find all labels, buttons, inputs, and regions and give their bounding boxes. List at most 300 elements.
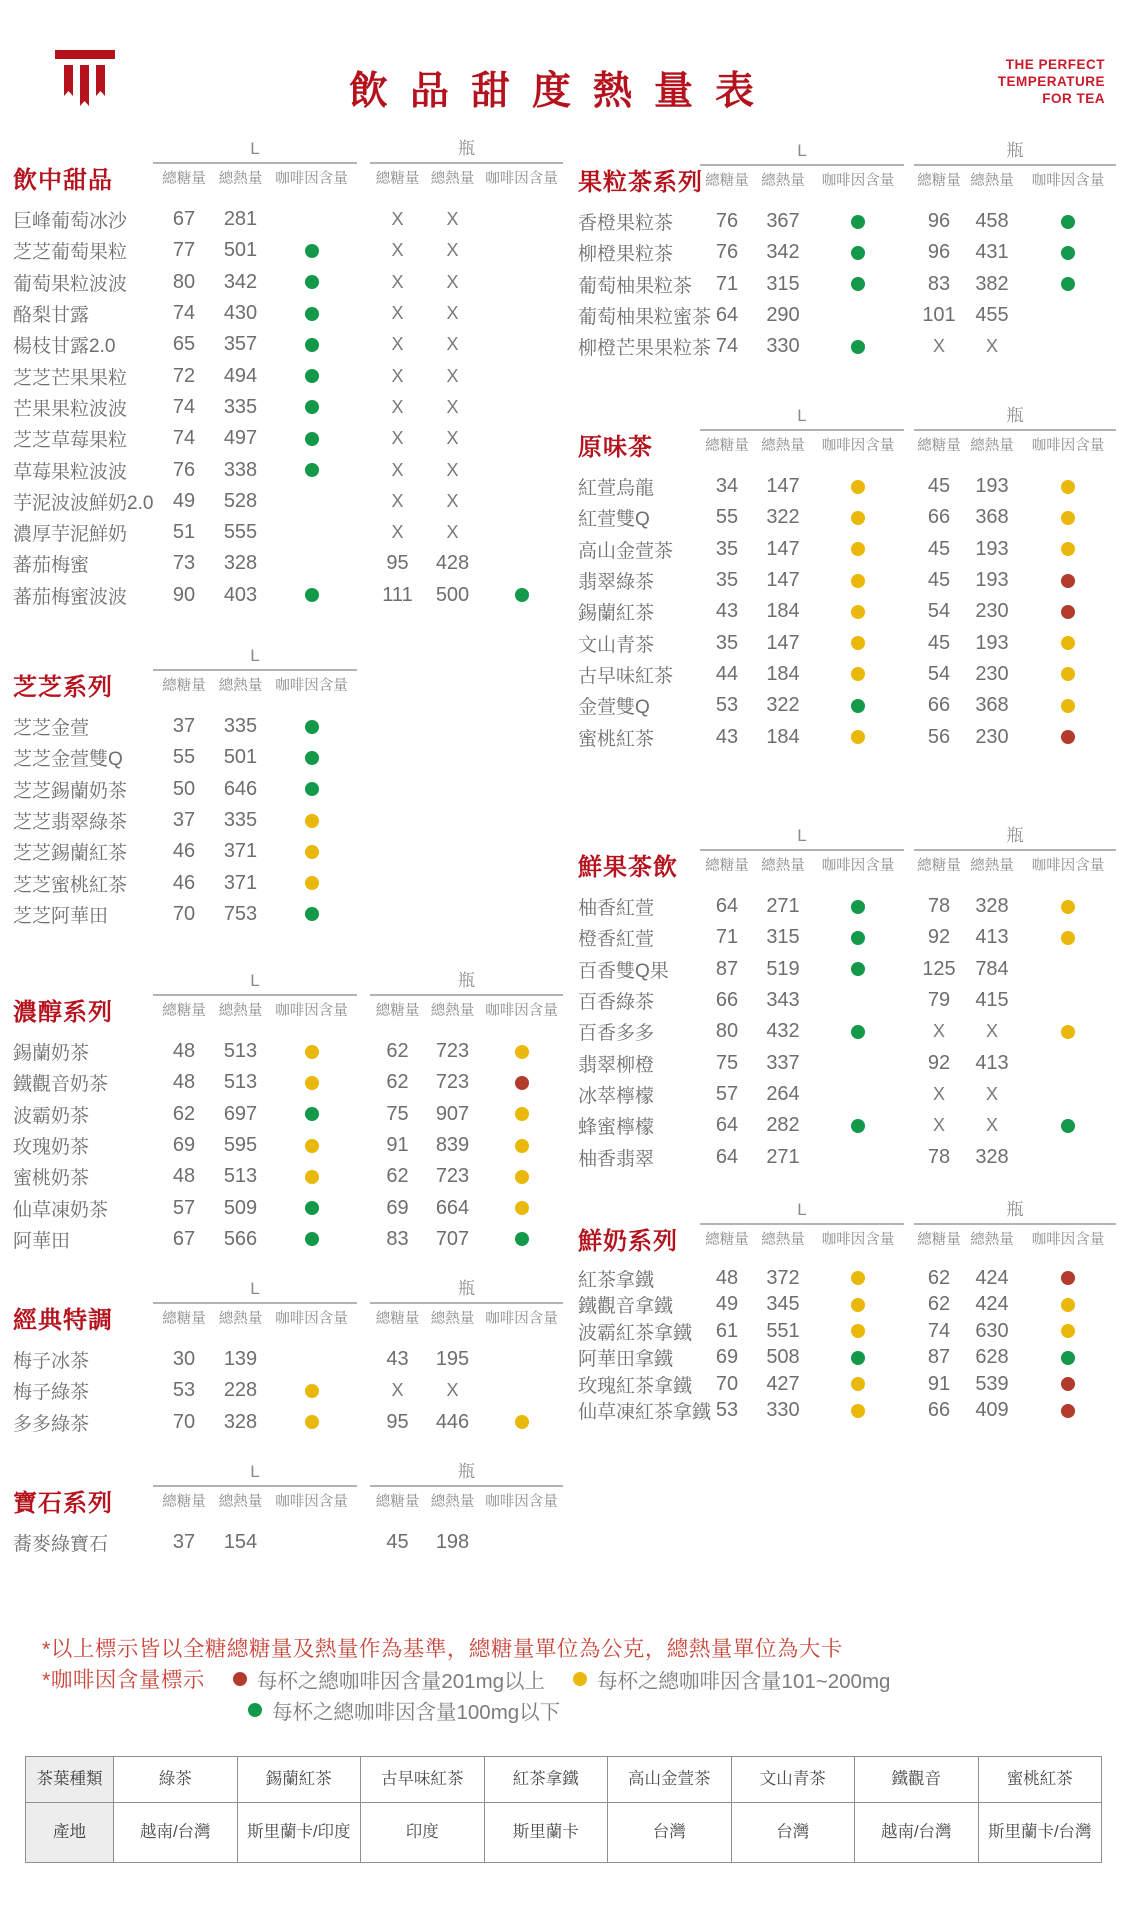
caffeine-dot-red bbox=[1061, 1404, 1075, 1418]
calories-value: 784 bbox=[975, 957, 1009, 980]
sugar-value: 48 bbox=[172, 1040, 196, 1063]
calories-value: 907 bbox=[435, 1102, 470, 1125]
col-label-calories: 總熱量 bbox=[970, 437, 1014, 454]
column-header-row bbox=[578, 1225, 1116, 1255]
caffeine-cell bbox=[266, 463, 357, 477]
sugar-value: 74 bbox=[715, 335, 739, 358]
calories-value: 428 bbox=[435, 552, 470, 575]
drink-name: 葡萄柚果粒蜜茶 bbox=[578, 307, 712, 329]
caffeine-dot-green bbox=[305, 400, 319, 414]
caffeine-dot-yellow bbox=[1061, 1298, 1075, 1312]
calories-value: X bbox=[446, 459, 459, 480]
menu-row bbox=[578, 300, 1116, 331]
sugar-value: 67 bbox=[172, 1227, 196, 1250]
drink-name: 楊枝甘露2.0 bbox=[13, 336, 116, 358]
sugar-value: 87 bbox=[715, 957, 739, 980]
section-title: 經典特調 bbox=[13, 1307, 113, 1334]
caffeine-cell bbox=[480, 588, 563, 602]
section-rich-milk-tea bbox=[13, 972, 563, 1255]
menu-row bbox=[578, 269, 1116, 300]
caffeine-dot-green bbox=[305, 907, 319, 921]
menu-row bbox=[13, 1130, 563, 1161]
col-label-caffeine: 咖啡因含量 bbox=[275, 1002, 348, 1019]
col-label-calories: 總熱量 bbox=[761, 172, 805, 189]
caffeine-dot-green bbox=[305, 244, 319, 258]
calories-value: 230 bbox=[975, 600, 1009, 623]
sugar-value: 49 bbox=[715, 1293, 739, 1316]
menu-row bbox=[13, 1527, 563, 1558]
calories-value: 455 bbox=[975, 304, 1009, 327]
caffeine-dot-yellow bbox=[1061, 699, 1075, 713]
caffeine-cell bbox=[812, 962, 904, 976]
col-label-sugar: 總糖量 bbox=[917, 437, 961, 454]
calories-value: 501 bbox=[223, 746, 258, 769]
sugar-value: 48 bbox=[172, 1071, 196, 1094]
col-label-sugar: 總糖量 bbox=[162, 677, 206, 694]
drink-name: 芝芝翡翠綠茶 bbox=[13, 812, 128, 834]
sugar-value: 72 bbox=[172, 364, 196, 387]
caffeine-dot-yellow bbox=[1061, 1025, 1075, 1039]
col-label-caffeine: 咖啡因含量 bbox=[821, 172, 895, 189]
calories-value: 281 bbox=[223, 208, 258, 231]
col-label-caffeine: 咖啡因含量 bbox=[485, 1493, 558, 1510]
caffeine-dot-yellow bbox=[515, 1139, 529, 1153]
sugar-value: 46 bbox=[172, 871, 196, 894]
col-label-sugar: 總糖量 bbox=[917, 857, 961, 874]
caffeine-cell bbox=[266, 432, 357, 446]
footnote-basis: *以上標示皆以全糖總糖量及熱量作為基準，總糖量單位為公克，總熱量單位為大卡 bbox=[42, 1637, 843, 1661]
drink-name: 梅子冰茶 bbox=[13, 1351, 90, 1373]
menu-row bbox=[578, 502, 1116, 533]
calories-value: 446 bbox=[435, 1410, 470, 1433]
caffeine-dot-green bbox=[305, 1232, 319, 1246]
calories-value: 427 bbox=[766, 1372, 800, 1395]
calories-value: 409 bbox=[975, 1399, 1009, 1422]
col-label-caffeine: 咖啡因含量 bbox=[485, 1310, 558, 1327]
menu-row bbox=[578, 721, 1116, 752]
caffeine-dot-green bbox=[1061, 277, 1075, 291]
caffeine-dot-yellow bbox=[851, 1377, 865, 1391]
caffeine-cell bbox=[1020, 1377, 1116, 1391]
caffeine-dot-red bbox=[233, 1672, 247, 1686]
caffeine-dot-green bbox=[851, 1025, 865, 1039]
origin-cell: 越南/台灣 bbox=[114, 1803, 238, 1863]
calories-value: X bbox=[446, 365, 459, 386]
drink-name: 波霸奶茶 bbox=[13, 1105, 90, 1127]
sugar-value: X bbox=[391, 271, 404, 292]
col-label-sugar: 總糖量 bbox=[917, 1231, 961, 1248]
menu-row bbox=[13, 774, 357, 805]
calories-value: 664 bbox=[435, 1196, 470, 1219]
size-l-header: L bbox=[700, 826, 904, 851]
menu-row bbox=[13, 742, 357, 773]
calories-value: 501 bbox=[223, 239, 258, 262]
section-rows bbox=[13, 1022, 563, 1255]
tea-type-cell: 綠茶 bbox=[114, 1757, 238, 1803]
size-l-header: L bbox=[700, 141, 904, 166]
calories-value: 154 bbox=[223, 1531, 258, 1554]
sugar-value: 111 bbox=[382, 583, 413, 606]
drink-name: 仙草凍奶茶 bbox=[13, 1199, 109, 1221]
caffeine-cell bbox=[812, 1119, 904, 1133]
calories-value: X bbox=[446, 334, 459, 355]
section-title: 飲中甜品 bbox=[13, 167, 113, 194]
section-title: 芝芝系列 bbox=[13, 674, 113, 701]
caffeine-cell bbox=[1020, 1324, 1116, 1338]
caffeine-cell bbox=[812, 636, 904, 650]
drink-name: 芝芝錫蘭紅茶 bbox=[13, 843, 128, 865]
calories-value: 230 bbox=[975, 725, 1009, 748]
caffeine-cell bbox=[1020, 699, 1116, 713]
caffeine-dot-green bbox=[851, 340, 865, 354]
caffeine-cell bbox=[480, 1201, 563, 1215]
caffeine-dot-green bbox=[305, 782, 319, 796]
sugar-value: 74 bbox=[172, 302, 196, 325]
sugar-value: 79 bbox=[927, 989, 951, 1012]
menu-row bbox=[578, 1398, 1116, 1425]
caffeine-dot-yellow bbox=[305, 1045, 319, 1059]
menu-row bbox=[13, 1099, 563, 1130]
calories-value: 508 bbox=[766, 1346, 800, 1369]
caffeine-dot-green bbox=[515, 1232, 529, 1246]
calories-value: 432 bbox=[766, 1020, 800, 1043]
sugar-value: 61 bbox=[715, 1319, 739, 1342]
sugar-value: 69 bbox=[172, 1134, 196, 1157]
menu-row bbox=[578, 596, 1116, 627]
calories-value: 723 bbox=[435, 1071, 470, 1094]
caffeine-dot-green bbox=[1061, 1351, 1075, 1365]
sugar-value: 44 bbox=[715, 662, 739, 685]
calories-value: 335 bbox=[223, 395, 258, 418]
calories-value: 539 bbox=[975, 1372, 1009, 1395]
caffeine-cell bbox=[480, 1232, 563, 1246]
caffeine-cell bbox=[266, 1415, 357, 1429]
caffeine-dot-yellow bbox=[1061, 480, 1075, 494]
caffeine-dot-yellow bbox=[851, 511, 865, 525]
caffeine-dot-green bbox=[1061, 1119, 1075, 1133]
calories-value: 458 bbox=[975, 210, 1009, 233]
caffeine-cell bbox=[812, 246, 904, 260]
sugar-value: 83 bbox=[386, 1227, 409, 1250]
caffeine-dot-green bbox=[851, 277, 865, 291]
caffeine-dot-green bbox=[305, 463, 319, 477]
drink-name: 柳橙果粒茶 bbox=[578, 244, 674, 266]
caffeine-dot-green bbox=[851, 1351, 865, 1365]
caffeine-dot-green bbox=[305, 720, 319, 734]
caffeine-cell bbox=[1020, 542, 1116, 556]
section-title: 果粒茶系列 bbox=[578, 169, 703, 196]
caffeine-cell bbox=[812, 699, 904, 713]
drink-name: 蕎麥綠寶石 bbox=[13, 1534, 109, 1556]
calories-value: 193 bbox=[975, 631, 1009, 654]
col-label-calories: 總熱量 bbox=[218, 170, 263, 187]
column-header-row bbox=[578, 431, 1116, 461]
col-label-sugar: 總糖量 bbox=[162, 1493, 206, 1510]
sugar-value: 70 bbox=[172, 902, 196, 925]
sugar-value: 37 bbox=[172, 809, 196, 832]
drink-name: 紅萱雙Q bbox=[578, 509, 650, 531]
caffeine-dot-red bbox=[1061, 730, 1075, 744]
origin-table bbox=[25, 1756, 1102, 1863]
col-label-calories: 總熱量 bbox=[430, 1002, 475, 1019]
drink-name: 濃厚芋泥鮮奶 bbox=[13, 524, 128, 546]
origin-cell: 斯里蘭卡/台灣 bbox=[979, 1803, 1103, 1863]
sugar-value: 90 bbox=[172, 583, 196, 606]
sugar-value: X bbox=[391, 365, 404, 386]
sugar-value: 35 bbox=[715, 631, 739, 654]
caffeine-cell bbox=[1020, 511, 1116, 525]
calories-value: 697 bbox=[223, 1102, 258, 1125]
caffeine-cell bbox=[812, 542, 904, 556]
sugar-value: 96 bbox=[927, 210, 951, 233]
calories-value: 513 bbox=[223, 1165, 258, 1188]
sugar-value: X bbox=[391, 334, 404, 355]
calories-value: 322 bbox=[766, 694, 800, 717]
calories-value: X bbox=[446, 490, 459, 511]
menu-row bbox=[13, 1344, 563, 1375]
brand-tagline bbox=[998, 56, 1105, 107]
sugar-value: 62 bbox=[927, 1266, 951, 1289]
menu-row bbox=[578, 1047, 1116, 1078]
section-rows bbox=[13, 190, 563, 611]
menu-row bbox=[578, 565, 1116, 596]
col-label-caffeine: 咖啡因含量 bbox=[485, 170, 558, 187]
caffeine-cell bbox=[812, 574, 904, 588]
calories-value: 494 bbox=[223, 364, 258, 387]
size-l-header: L bbox=[153, 971, 357, 996]
caffeine-cell bbox=[1020, 480, 1116, 494]
sugar-value: 66 bbox=[927, 694, 951, 717]
caffeine-cell bbox=[480, 1107, 563, 1121]
sugar-value: X bbox=[391, 240, 404, 261]
calories-value: X bbox=[446, 209, 459, 230]
drink-name: 芝芝金萱雙Q bbox=[13, 749, 123, 771]
drink-name: 草莓果粒波波 bbox=[13, 461, 128, 483]
menu-row bbox=[578, 1292, 1116, 1319]
menu-row bbox=[578, 1141, 1116, 1172]
caffeine-cell bbox=[266, 720, 357, 734]
sugar-value: 76 bbox=[715, 241, 739, 264]
sugar-value: 76 bbox=[715, 210, 739, 233]
menu-row bbox=[578, 1318, 1116, 1345]
caffeine-dot-yellow bbox=[305, 1170, 319, 1184]
calories-value: 382 bbox=[975, 272, 1009, 295]
section-gem-series bbox=[13, 1463, 563, 1558]
sugar-value: X bbox=[391, 209, 404, 230]
sugar-value: 78 bbox=[927, 895, 951, 918]
drink-name: 芝芝蜜桃紅茶 bbox=[13, 874, 128, 896]
calories-value: X bbox=[446, 428, 459, 449]
calories-value: 282 bbox=[766, 1114, 800, 1137]
calories-value: 193 bbox=[975, 537, 1009, 560]
col-label-calories: 總熱量 bbox=[761, 437, 805, 454]
calories-value: 315 bbox=[766, 926, 800, 949]
drink-name: 紅茶拿鐵 bbox=[578, 1269, 655, 1291]
caffeine-cell bbox=[812, 480, 904, 494]
sugar-value: 53 bbox=[715, 694, 739, 717]
origin-cell: 印度 bbox=[361, 1803, 485, 1863]
drink-name: 蜂蜜檸檬 bbox=[578, 1117, 655, 1139]
caffeine-dot-yellow bbox=[851, 1324, 865, 1338]
drink-name: 柚香紅萱 bbox=[578, 898, 655, 920]
calories-value: 147 bbox=[766, 631, 800, 654]
size-bottle-header: 瓶 bbox=[370, 966, 563, 996]
caffeine-cell bbox=[812, 605, 904, 619]
size-l-header: L bbox=[153, 1462, 357, 1487]
drink-name: 芝芝錫蘭奶茶 bbox=[13, 780, 128, 802]
sugar-value: 95 bbox=[386, 1410, 409, 1433]
sugar-value: 75 bbox=[715, 1051, 739, 1074]
menu-row bbox=[13, 1161, 563, 1192]
caffeine-dot-green bbox=[851, 962, 865, 976]
sugar-value: 71 bbox=[715, 926, 739, 949]
menu-row bbox=[578, 659, 1116, 690]
caffeine-cell bbox=[1020, 730, 1116, 744]
sugar-value: 43 bbox=[715, 725, 739, 748]
calories-value: 430 bbox=[223, 302, 258, 325]
col-label-caffeine: 咖啡因含量 bbox=[1031, 857, 1105, 874]
sugar-value: 56 bbox=[927, 725, 951, 748]
sugar-value: 70 bbox=[715, 1372, 739, 1395]
caffeine-dot-yellow bbox=[515, 1415, 529, 1429]
menu-row bbox=[13, 548, 563, 579]
calories-value: 330 bbox=[766, 1399, 800, 1422]
sugar-value: 73 bbox=[172, 552, 196, 575]
drink-name: 阿華田拿鐵 bbox=[578, 1349, 674, 1371]
caffeine-dot-green bbox=[305, 1201, 319, 1215]
menu-row bbox=[578, 690, 1116, 721]
menu-row bbox=[13, 1067, 563, 1098]
legend-item-green bbox=[248, 1695, 560, 1725]
caffeine-cell bbox=[266, 1201, 357, 1215]
section-rows bbox=[13, 1513, 563, 1558]
col-label-calories: 總熱量 bbox=[761, 857, 805, 874]
menu-row bbox=[578, 471, 1116, 502]
menu-row bbox=[13, 899, 357, 930]
calories-value: 497 bbox=[223, 427, 258, 450]
sugar-value: 62 bbox=[172, 1102, 196, 1125]
caffeine-cell bbox=[812, 511, 904, 525]
caffeine-dot-red bbox=[1061, 1377, 1075, 1391]
calories-value: 264 bbox=[766, 1082, 800, 1105]
drink-name: 香橙果粒茶 bbox=[578, 213, 674, 235]
drink-name: 葡萄柚果粒茶 bbox=[578, 275, 693, 297]
caffeine-dot-yellow bbox=[851, 480, 865, 494]
col-label-caffeine: 咖啡因含量 bbox=[485, 1002, 558, 1019]
calories-value: 345 bbox=[766, 1293, 800, 1316]
calories-value: 147 bbox=[766, 537, 800, 560]
sugar-value: 55 bbox=[715, 506, 739, 529]
tagline-line: THE PERFECT bbox=[1005, 57, 1105, 72]
caffeine-cell bbox=[266, 782, 357, 796]
calories-value: 630 bbox=[975, 1319, 1009, 1342]
calories-value: 147 bbox=[766, 475, 800, 498]
sugar-value: 62 bbox=[386, 1040, 409, 1063]
col-label-calories: 總熱量 bbox=[430, 170, 475, 187]
tea-type-cell: 古早味紅茶 bbox=[361, 1757, 485, 1803]
caffeine-dot-green bbox=[305, 307, 319, 321]
calories-value: 371 bbox=[223, 840, 258, 863]
menu-row bbox=[578, 206, 1116, 237]
sugar-value: 35 bbox=[715, 569, 739, 592]
caffeine-cell bbox=[266, 307, 357, 321]
drink-name: 翡翠柳橙 bbox=[578, 1054, 655, 1076]
sugar-value: 57 bbox=[172, 1196, 196, 1219]
menu-row bbox=[13, 486, 563, 517]
caffeine-dot-yellow bbox=[1061, 931, 1075, 945]
calories-value: 193 bbox=[975, 569, 1009, 592]
calories-value: 328 bbox=[975, 1145, 1009, 1168]
caffeine-dot-yellow bbox=[851, 574, 865, 588]
drink-name: 蜜桃奶茶 bbox=[13, 1168, 90, 1190]
caffeine-dot-green bbox=[1061, 246, 1075, 260]
caffeine-dot-yellow bbox=[305, 845, 319, 859]
col-label-calories: 總熱量 bbox=[430, 1493, 475, 1510]
sugar-value: 64 bbox=[715, 1145, 739, 1168]
calories-value: 195 bbox=[435, 1348, 470, 1371]
calories-value: 528 bbox=[223, 489, 258, 512]
section-fruit-bits-tea bbox=[578, 142, 1116, 362]
caffeine-dot-yellow bbox=[573, 1672, 587, 1686]
drink-name: 芝芝葡萄果粒 bbox=[13, 242, 128, 264]
sugar-value: 91 bbox=[386, 1134, 409, 1157]
sugar-value: 53 bbox=[172, 1379, 196, 1402]
calories-value: X bbox=[985, 1115, 998, 1136]
size-bottle-header: 瓶 bbox=[370, 134, 563, 164]
origin-cell: 台灣 bbox=[608, 1803, 732, 1863]
calories-value: 566 bbox=[223, 1227, 258, 1250]
menu-row bbox=[578, 1345, 1116, 1372]
calories-value: 230 bbox=[975, 662, 1009, 685]
col-label-calories: 總熱量 bbox=[218, 1310, 263, 1327]
caffeine-dot-green bbox=[305, 369, 319, 383]
drink-name: 玫瑰紅茶拿鐵 bbox=[578, 1375, 693, 1397]
calories-value: 335 bbox=[223, 715, 258, 738]
caffeine-dot-yellow bbox=[305, 1415, 319, 1429]
calories-value: 403 bbox=[223, 583, 258, 606]
section-cheese-series bbox=[13, 647, 357, 930]
caffeine-cell bbox=[812, 931, 904, 945]
calories-value: 228 bbox=[223, 1379, 258, 1402]
sugar-value: 66 bbox=[715, 989, 739, 1012]
caffeine-dot-yellow bbox=[1061, 667, 1075, 681]
calories-value: 646 bbox=[223, 777, 258, 800]
calories-value: 628 bbox=[975, 1346, 1009, 1369]
drink-name: 柚香翡翠 bbox=[578, 1148, 655, 1170]
col-label-sugar: 總糖量 bbox=[705, 1231, 749, 1248]
calories-value: X bbox=[446, 522, 459, 543]
caffeine-cell bbox=[480, 1415, 563, 1429]
calories-value: 328 bbox=[975, 895, 1009, 918]
calories-value: 413 bbox=[975, 926, 1009, 949]
drink-name: 錫蘭紅茶 bbox=[578, 603, 655, 625]
caffeine-cell bbox=[1020, 1271, 1116, 1285]
footnote-caffeine-legend bbox=[42, 1663, 1082, 1694]
calories-value: X bbox=[446, 271, 459, 292]
caffeine-cell bbox=[1020, 277, 1116, 291]
col-label-calories: 總熱量 bbox=[218, 1002, 263, 1019]
column-header-row bbox=[13, 671, 357, 701]
size-bottle-header: 瓶 bbox=[914, 401, 1116, 431]
caffeine-dot-yellow bbox=[305, 1139, 319, 1153]
menu-row bbox=[13, 1224, 563, 1255]
drink-name: 葡萄果粒波波 bbox=[13, 273, 128, 295]
drink-name: 翡翠綠茶 bbox=[578, 572, 655, 594]
sugar-value: 96 bbox=[927, 241, 951, 264]
sugar-value: 35 bbox=[715, 537, 739, 560]
section-title: 寶石系列 bbox=[13, 1490, 113, 1517]
drink-name: 梅子綠茶 bbox=[13, 1382, 90, 1404]
